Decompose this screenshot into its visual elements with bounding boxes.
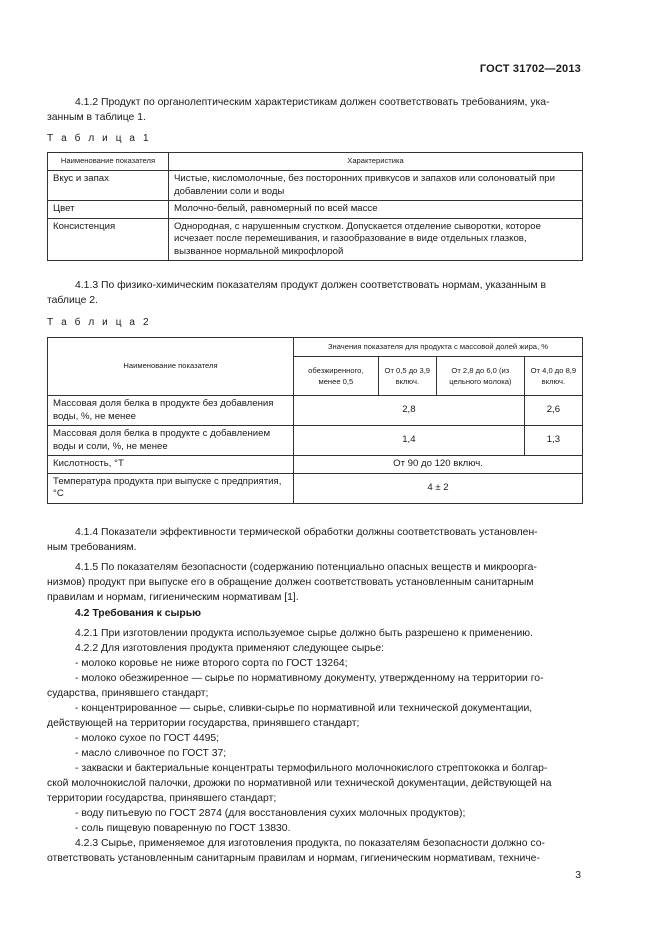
table-cell: Кислотность, °Т [48,456,294,474]
table-row [48,218,583,261]
table-cell: 4 ± 2 [294,473,583,503]
text-line: 4.2.1 При изготовлении продукта используемое сырье должно быть разрешено к применению. [75,628,533,639]
table-2-header-group: Значения показателя для продукта с массовой долей жира, % [294,338,583,357]
table-cell: 1,4 [294,426,525,456]
text-line: ответствовать установленным санитарным правилам и нормам, гигиеническим нормативам, техниче- [47,853,540,864]
table-row [48,171,583,201]
text-line: 4.2.2 Для изготовления продукта применяют следующее сырье: [75,643,385,654]
table-cell: 2,8 [294,396,525,426]
table-cell: Молочно-белый, равномерный по всей массе [169,201,583,219]
list-item: - воду питьевую по ГОСТ 2874 (для восстановления сухих молочных продуктов); [75,808,466,819]
text-line: территории государства, принявшего стандарт; [47,793,277,804]
list-item: - молоко коровье не ниже второго сорта по ГОСТ 13264; [75,658,348,669]
table-cell: Цвет [48,201,169,219]
table-1 [47,152,583,261]
paragraph-4-1-5-cont2: правилам и нормам, гигиеническим нормативам [1]. [47,592,299,603]
list-item: - концентрированное — сырье, сливки-сырье по нормативной или технической документации, [75,703,533,714]
table-1-header-value: Характеристика [169,153,583,171]
table-cell: Вкус и запах [48,171,169,201]
table-2-subheader: От 4,0 до 8,9 включ. [524,357,582,396]
table-cell: От 90 до 120 включ. [294,456,583,474]
paragraph-4-1-5: 4.1.5 По показателям безопасности (содержанию потенциально опасных веществ и микроорга- [75,562,537,573]
table-cell: Массовая доля белка в продукте с добавлением воды и соли, %, не менее [48,426,294,456]
table-1-caption: Т а б л и ц а 1 [47,133,152,144]
table-2-subheader: От 0,5 до 3,9 включ. [378,357,436,396]
table-cell: 2,6 [524,396,582,426]
table-2-subheader: От 2,8 до 6,0 (из цельного молока) [436,357,524,396]
section-heading-4-2: 4.2 Требования к сырью [75,608,202,619]
table-2-caption: Т а б л и ц а 2 [47,317,152,328]
table-cell: Консистенция [48,218,169,261]
table-cell: Однородная, с нарушенным сгустком. Допускается отделение сыворотки, которое исчезает после перемешивания, и газообразование в виде отдельных глазков, вызванное нормальной микрофлорой [169,218,583,261]
text-line: действующей на территории государства, принявшего стандарт; [47,718,360,729]
table-row [48,396,583,426]
list-item: - масло сливочное по ГОСТ 37; [75,748,227,759]
table-2-header-name: Наименование показателя [48,338,294,396]
paragraph-4-1-2: 4.1.2 Продукт по органолептическим характеристикам должен соответствовать требованиям, ука- [75,97,550,108]
list-item: - молоко сухое по ГОСТ 4495; [75,733,220,744]
paragraph-4-1-4: 4.1.4 Показатели эффективности термической обработки должны соответствовать установлен- [75,527,538,538]
table-cell: Чистые, кисломолочные, без посторонних привкусов и запахов или солоноватый при добавлении соли и воды [169,171,583,201]
list-item: - соль пищевую поваренную по ГОСТ 13830. [75,823,291,834]
document-header: ГОСТ 31702—2013 [479,63,581,75]
list-item: - молоко обезжиренное — сырье по нормативному документу, утвержденному на территории го- [75,673,544,684]
table-row [48,473,583,503]
paragraph-4-1-5-cont: низмов) продукт при выпуске его в обращение должен соответствовать установленным санитарным [47,577,534,588]
table-cell: 1,3 [524,426,582,456]
table-cell: Температура продукта при выпуске с предприятия, °С [48,473,294,503]
table-cell: Массовая доля белка в продукте без добавления воды, %, не менее [48,396,294,426]
text-line: ской молочнокислой палочки, дрожжи по нормативной или технической документации, действующей на [47,778,552,789]
table-2 [47,337,583,504]
paragraph-4-1-4-cont: ным требованиям. [47,542,137,553]
text-line: сударства, принявшего стандарт; [47,688,209,699]
table-row [48,201,583,219]
page-number: 3 [575,870,581,881]
paragraph-4-1-2-cont: занным в таблице 1. [47,112,146,123]
table-1-header-name: Наименование показателя [48,153,169,171]
table-row [48,426,583,456]
table-row [48,456,583,474]
paragraph-4-1-3: 4.1.3 По физико-химическим показателям продукт должен соответствовать нормам, указанным в [75,280,547,291]
list-item: - закваски и бактериальные концентраты термофильного молочнокислого стрептококка и болгар- [75,763,548,774]
table-2-subheader: обезжиренного, менее 0,5 [294,357,379,396]
text-line: 4.2.3 Сырье, применяемое для изготовления продукта, по показателям безопасности должно со- [75,838,545,849]
paragraph-4-1-3-cont: таблице 2. [47,295,98,306]
